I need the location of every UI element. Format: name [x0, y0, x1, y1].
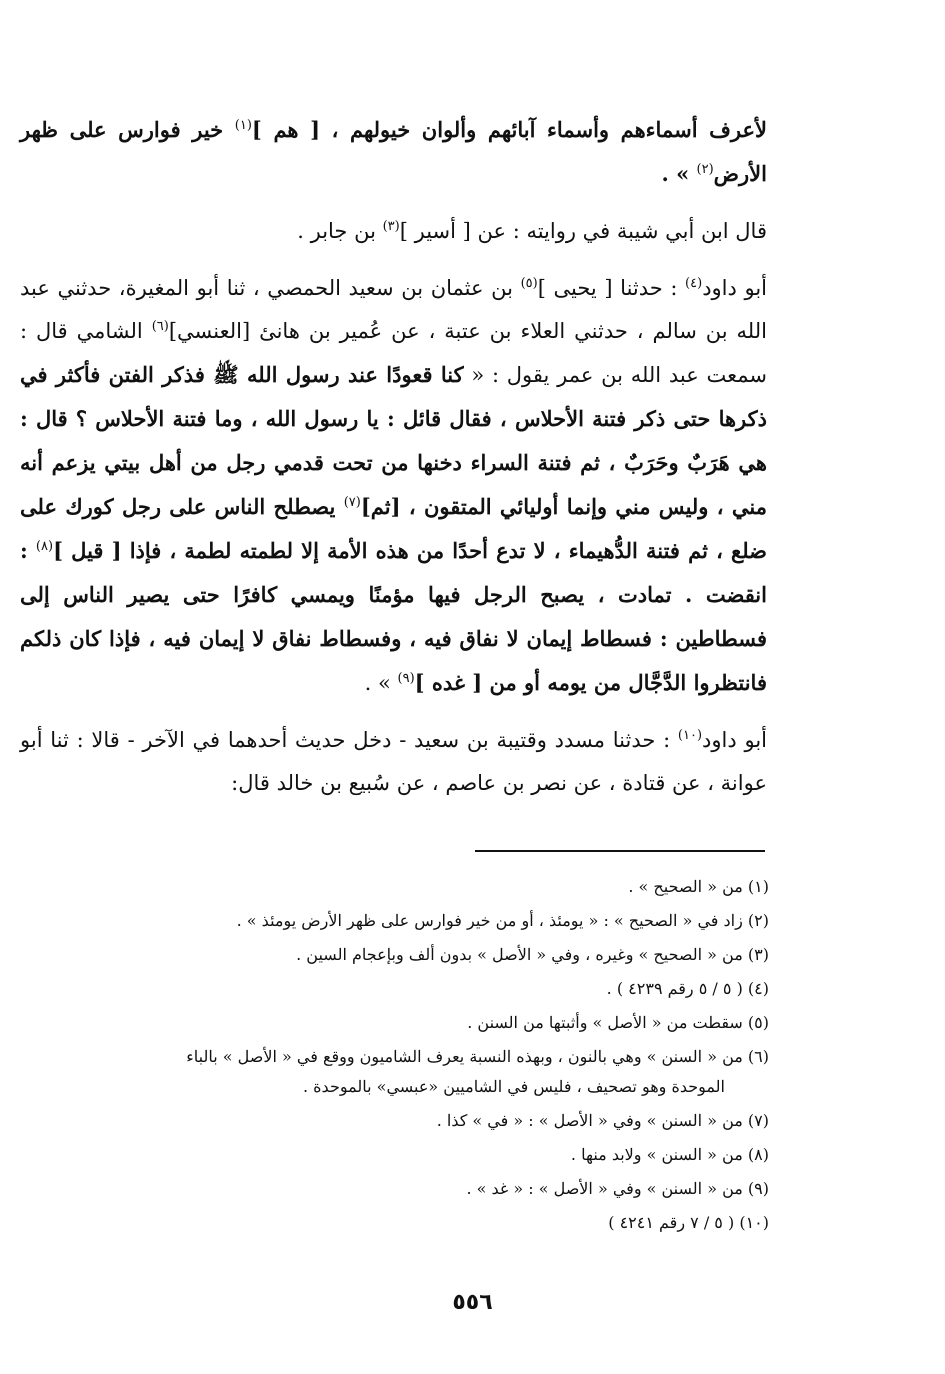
footnote — [40, 1106, 769, 1136]
narration-text: الشامي قال : سمعت عبد الله بن عمر يقول : « — [20, 319, 768, 387]
footnote-text: سقطت من « الأصل » وأثبتها من السنن . — [467, 1013, 743, 1032]
narration-text: : حدثنا مسدد وقتيبة بن سعيد - دخل حديث أحدهما في الآخر - قالا : ثنا أبو عوانة ، عن قتادة ، عن نصر بن عاصم ، عن سُبيع بن خالد قال: — [20, 728, 767, 795]
footnote-text: من « السنن » وفي « الأصل » : « غد » . — [466, 1179, 743, 1198]
footnote — [40, 1174, 769, 1204]
narration-text: » . — [364, 671, 398, 695]
footnote-ref: (١) — [234, 118, 252, 133]
footnote-number: (٩) — [747, 1179, 769, 1198]
footnote — [40, 1208, 769, 1238]
footnote-continuation: الموحدة وهو تصحيف ، فليس في الشاميين «عبسي» بالموحدة . — [303, 1077, 725, 1096]
footnote-number: (٢) — [747, 911, 769, 930]
footnote-number: (٧) — [747, 1111, 769, 1130]
paragraph — [20, 108, 767, 196]
footnote-number: (٤) — [747, 979, 769, 998]
footnote-text: من « الصحيح » . — [628, 877, 743, 896]
footnote — [40, 1042, 769, 1102]
narration-text: أبو داود — [702, 276, 768, 300]
hadith-text: كنا قعودًا عند رسول الله ﷺ فذكر الفتن فأكثر في ذكرها حتى ذكر فتنة الأحلاس ، فقال قائل : يا رسول الله ، وما فتنة الأحلاس ؟ قال : هي هَرَبٌ وحَرَبٌ ، ثم فتنة السراء دخنها من تحت قدمي رجل من أهل بيتي يزعم أنه مني ، وليس مني وإنما أوليائي المتقون ، [ثم] — [20, 362, 767, 519]
footnote — [40, 872, 769, 902]
narration-text: أبو داود — [702, 728, 767, 752]
footnote-divider — [475, 850, 765, 852]
footnote-text: ( ٥ / ٧ رقم ٤٢٤١ ) — [608, 1213, 735, 1232]
narration-text: قال ابن أبي شيبة في روايته : عن [ أسير ] — [399, 219, 767, 243]
footnote-ref: (٤) — [685, 276, 703, 291]
footnote — [40, 974, 769, 1004]
footnote-number: (١) — [747, 877, 769, 896]
page-number: ٥٥٦ — [452, 1290, 493, 1315]
footnote — [40, 906, 769, 936]
footnote-number: (٥) — [747, 1013, 769, 1032]
footnote-ref: (٩) — [397, 671, 415, 686]
hadith-text: يصطلح الناس على رجل كورك على ضلع ، ثم فتنة الدُّهيماء ، لا تدع أحدًا من هذه الأمة إلا لطمته لطمة ، فإذا [ قيل ] — [20, 494, 767, 563]
footnote-number: (٨) — [747, 1145, 769, 1164]
footnote-number: (٦) — [747, 1047, 769, 1066]
footnote-ref: (٧) — [343, 495, 361, 510]
narration-text: : حدثنا [ يحيى ] — [537, 276, 686, 300]
footnote-ref: (٣) — [382, 219, 400, 234]
footnote-ref: (٦) — [151, 319, 169, 334]
footnote-number: (٣) — [747, 945, 769, 964]
footnote-text: من « السنن » وفي « الأصل » : « في » كذا . — [436, 1111, 743, 1130]
main-text — [20, 108, 767, 819]
footnote-ref: (٨) — [35, 539, 54, 554]
narration-text: بن جابر . — [297, 219, 383, 243]
footnote — [40, 1140, 769, 1170]
footnote-text: من « الصحيح » وغيره ، وفي « الأصل » بدون ألف وبإعجام السين . — [296, 945, 743, 964]
hadith-text: لأعرف أسماءهم وأسماء آبائهم وألوان خيولهم ، [ هم ] — [251, 117, 767, 142]
footnote-ref: (٥) — [520, 276, 538, 291]
footnote-ref: (٢) — [696, 162, 714, 177]
footnote-number: (١٠) — [739, 1213, 769, 1232]
footnote-ref: (١٠) — [677, 728, 703, 743]
footnote — [40, 940, 769, 970]
narration-text: بن عثمان بن سعيد الحمصي ، ثنا أبو المغيرة، حدثني عبد الله بن سالم ، حدثني العلاء بن عتبة ، عن عُمير بن هانئ [العنسي] — [20, 276, 767, 343]
footnotes — [40, 872, 769, 1242]
paragraph — [20, 210, 767, 253]
footnote-text: من « السنن » ولابد منها . — [570, 1145, 743, 1164]
hadith-text: خير فوارس على ظهر الأرض — [20, 117, 767, 186]
paragraph — [20, 719, 767, 805]
footnote-text: ( ٥ / ٥ رقم ٤٢٣٩ ) . — [606, 979, 743, 998]
paragraph — [20, 267, 767, 705]
hadith-text: : انقضت . تمادت ، يصبح الرجل فيها مؤمنًا ويمسي كافرًا حتى يصير الناس إلى فسطاطين : فسطاط إيمان لا نفاق فيه ، وفسطاط نفاق لا إيمان فيه ، فإذا كان ذلكم فانتظروا الدَّجَّال من يومه أو من [ غده ] — [20, 538, 767, 695]
footnote — [40, 1008, 769, 1038]
footnote-text: زاد في « الصحيح » : « يومئذ ، أو من خير فوارس على ظهر الأرض يومئذ » . — [236, 911, 743, 930]
footnote-text: من « السنن » وهي بالنون ، وبهذه النسبة يعرف الشاميون ووقع في « الأصل » بالباء — [186, 1047, 743, 1066]
hadith-text: » . — [661, 161, 697, 186]
